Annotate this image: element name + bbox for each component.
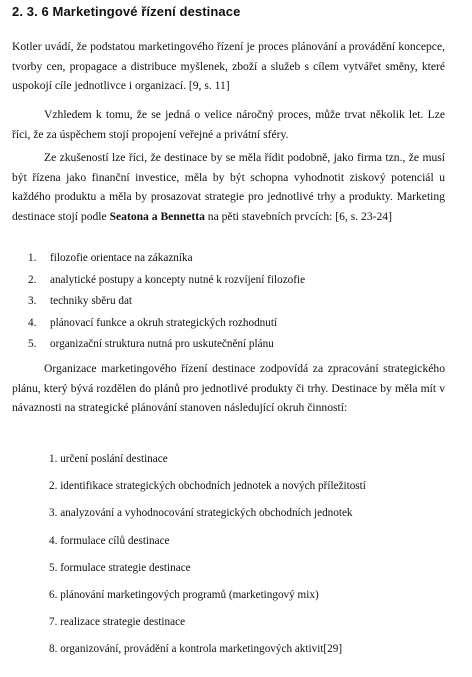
list-item-text: techniky sběru dat: [50, 295, 133, 308]
building-blocks-list: [28, 248, 305, 356]
list-item: [28, 248, 305, 270]
list-item-number: 3.: [28, 295, 37, 308]
activities-list: [49, 446, 366, 664]
list-item-number: 1.: [28, 252, 37, 264]
list-item: 1. určení poslání destinace: [49, 453, 168, 465]
list-item-text: organizační struktura nutná pro uskutečnění plánu: [50, 338, 274, 351]
paragraph-kotler: Kotler uvádí, že podstatou marketingového řízení je proces plánování a provádění koncepce, tvorby cen, propagace a distribuce myšlenek, zboží a služeb s cílem vytvářet směny, které uspokojí cíle jednotlivce i organizací. [9, s. 11]: [12, 40, 445, 93]
list-item: [28, 291, 305, 313]
authors-bold: Seatona a Bennetta: [109, 209, 205, 223]
list-item-text: filozofie orientace na zákazníka: [50, 252, 193, 264]
list-item-number: 4.: [28, 316, 37, 329]
list-item: 2. identifikace strategických obchodních jednotek a nových příležitostí: [49, 480, 366, 493]
paragraph-experience-citation: na pěti stavebních prvcích: [6, s. 23-24]: [204, 209, 392, 223]
paragraph-organization: Organizace marketingového řízení destinace zodpovídá za zpracování strategického plánu, který bývá rozdělen do plánů pro jednotlivé produkty či trhy. Destinace by měla mít v návaznosti na strategické plánování stanoven následující okruh činností:: [12, 362, 445, 415]
section-heading: 2. 3. 6 Marketingové řízení destinace: [12, 4, 241, 19]
list-item-text: plánovací funkce a okruh strategických rozhodnutí: [50, 316, 278, 329]
list-item: 3. analyzování a vyhodnocování strategických obchodních jednotek: [49, 507, 353, 520]
list-item: 7. realizace strategie destinace: [49, 616, 186, 629]
paragraph-experience: [12, 148, 445, 226]
list-item: [28, 334, 305, 356]
list-item-text: analytické postupy a koncepty nutné k rozvíjení filozofie: [50, 273, 306, 286]
list-item-number: 5.: [28, 338, 37, 351]
list-item: 6. plánování marketingových programů (marketingový mix): [49, 589, 319, 602]
list-item-number: 2.: [28, 273, 37, 286]
paragraph-process: Vzhledem k tomu, že se jedná o velice náročný proces, může trvat několik let. Lze říci, že za úspěchem stojí propojení veřejné a privátní sféry.: [12, 108, 445, 141]
paragraph-experience-text: Ze zkušeností lze říci, že destinace by se měla řídit podobně, jako firma tzn., že musí být řízena jako finanční investice, měla by být schopna vyhodnotit ziskový potenciál u každého produktu a měla by prosazovat strategie pro jednotlivé trhy a produkty. Marketing destinace stojí podle: [12, 151, 445, 223]
list-item: 4. formulace cílů destinace: [49, 534, 170, 547]
list-item: 5. formulace strategie destinace: [49, 561, 191, 574]
list-item: [28, 313, 305, 335]
list-item: [28, 270, 305, 292]
list-item: 8. organizování, provádění a kontrola marketingových aktivit[29]: [49, 643, 343, 656]
